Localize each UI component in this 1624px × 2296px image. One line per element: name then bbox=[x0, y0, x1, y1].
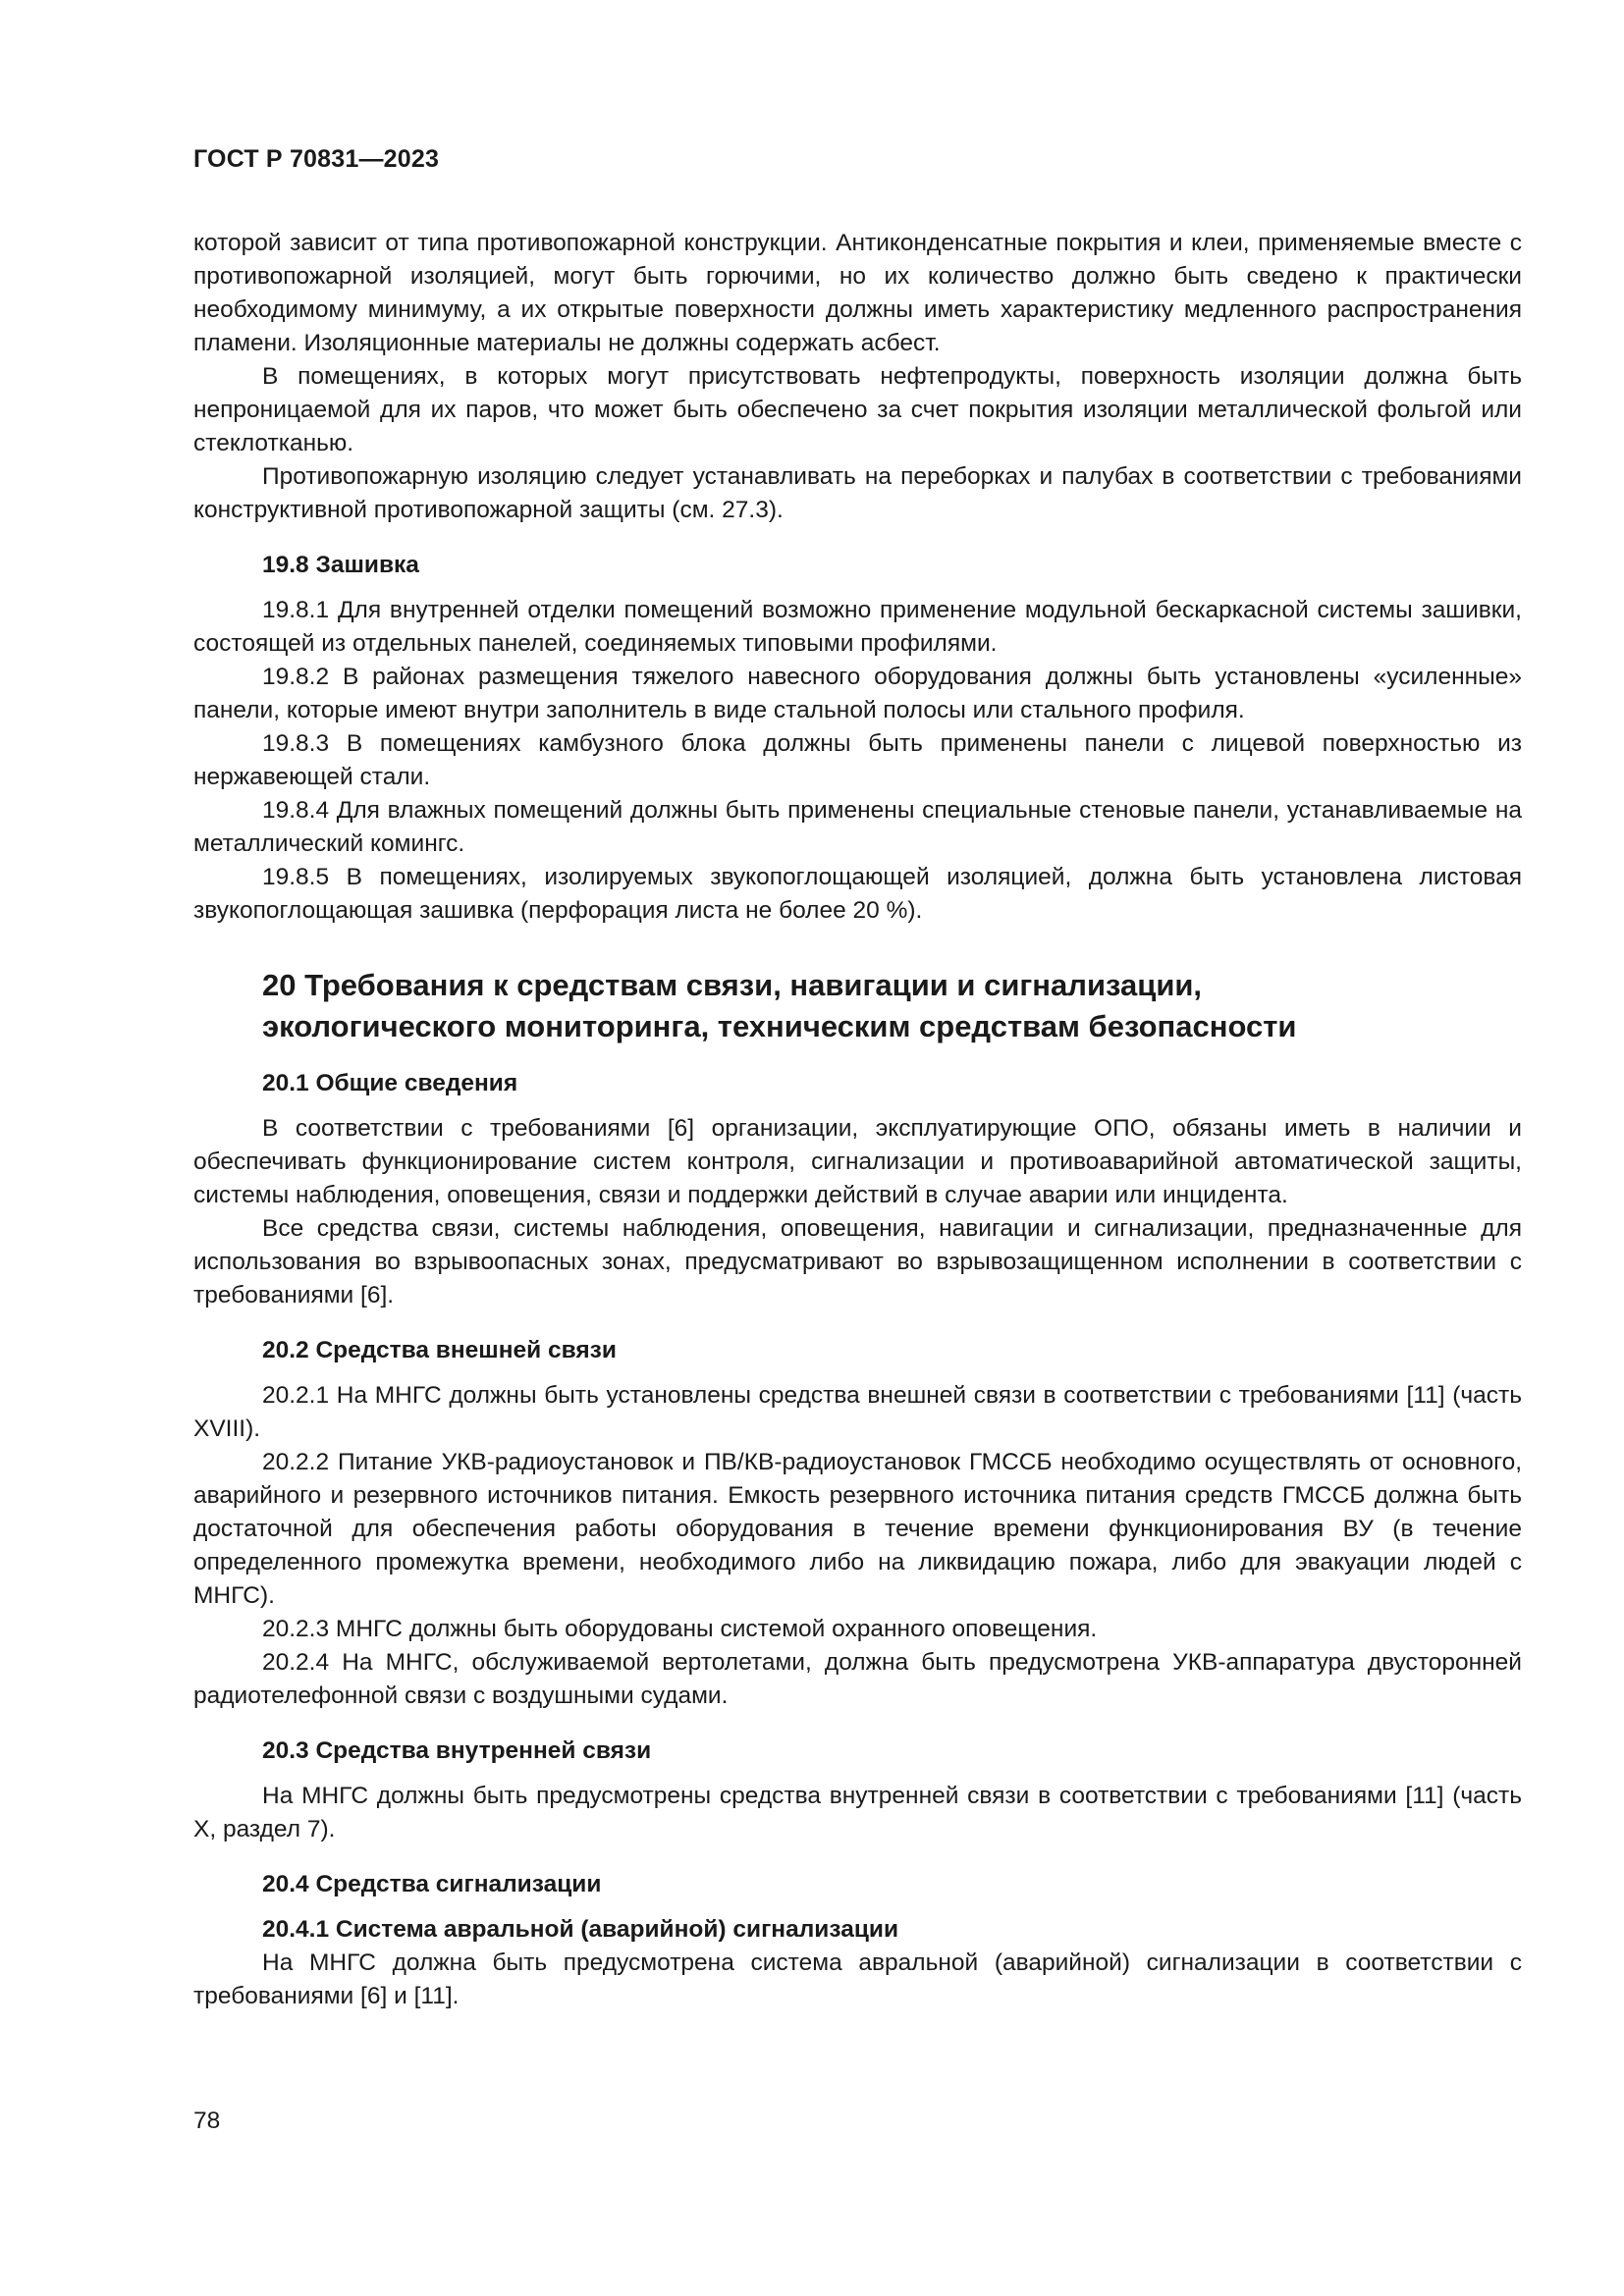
subsection-heading-20-4-1: 20.4.1 Система авральной (аварийной) сигнализации bbox=[262, 1916, 899, 1943]
clause-20-2-3: 20.2.3 МНГС должны быть оборудованы системой охранного оповещения. bbox=[262, 1616, 1098, 1642]
clause-20-2-2: 20.2.2 Питание УКВ-радиоустановок и ПВ/КВ-радиоустановок ГМССБ необходимо осуществлять от основного, аварийного и резервного источников питания. Емкость резервного источника питания средств ГМССБ должна быть достаточной для обеспечения работы оборудования в течение времени функционирования ВУ (в течение определенного промежутка времени, необходимого либо на ликвидацию пожара, либо для эвакуации людей с МНГС). bbox=[193, 1449, 1522, 1609]
paragraph: которой зависит от типа противопожарной конструкции. Антиконденсатные покрытия и клеи, применяемые вместе с противопожарной изоляцией, могут быть горючими, но их количество должно быть сведено к практически необходимому минимуму, а их открытые поверхности должны иметь характеристику медленного распространения пламени. Изоляционные материалы не должны содержать асбест. bbox=[193, 230, 1522, 356]
paragraph: Все средства связи, системы наблюдения, оповещения, навигации и сигнализации, предназначенные для использования во взрывоопасных зонах, предусматривают во взрывозащищенном исполнении в соответствии с требованиями [6]. bbox=[193, 1215, 1522, 1308]
clause-19-8-5: 19.8.5 В помещениях, изолируемых звукопоглощающей изоляцией, должна быть установлена листовая звукопоглощающая зашивка (перфорация листа не более 20 %). bbox=[193, 864, 1522, 924]
subsection-heading-20-4: 20.4 Средства сигнализации bbox=[262, 1871, 602, 1897]
subsection-heading-20-3: 20.3 Средства внутренней связи bbox=[262, 1737, 652, 1764]
section-title-line-1: 20 Требования к средствам связи, навигации и сигнализации, bbox=[262, 968, 1203, 1002]
clause-19-8-1: 19.8.1 Для внутренней отделки помещений возможно применение модульной бескаркасной системы зашивки, состоящей из отдельных панелей, соединяемых типовыми профилями. bbox=[193, 597, 1522, 657]
paragraph: В помещениях, в которых могут присутствовать нефтепродукты, поверхность изоляции должна быть непроницаемой для их паров, что может быть обеспечено за счет покрытия изоляции металлической фольгой или стеклотканью. bbox=[193, 363, 1522, 456]
clause-19-8-4: 19.8.4 Для влажных помещений должны быть применены специальные стеновые панели, устанавливаемые на металлический комингс. bbox=[193, 797, 1522, 857]
subsection-heading-20-1: 20.1 Общие сведения bbox=[262, 1070, 518, 1096]
paragraph: Противопожарную изоляцию следует устанавливать на переборках и палубах в соответствии с требованиями конструктивной противопожарной защиты (см. 27.3). bbox=[193, 463, 1522, 523]
section-heading-20 bbox=[262, 965, 1522, 1047]
paragraph: На МНГС должны быть предусмотрены средства внутренней связи в соответствии с требованиями [11] (часть X, раздел 7). bbox=[193, 1783, 1522, 1842]
clause-19-8-3: 19.8.3 В помещениях камбузного блока должны быть применены панели с лицевой поверхностью из нержавеющей стали. bbox=[193, 730, 1522, 790]
page-number: 78 bbox=[193, 2108, 221, 2134]
subsection-heading-20-2: 20.2 Средства внешней связи bbox=[262, 1337, 617, 1363]
subsection-heading-19-8: 19.8 Зашивка bbox=[262, 552, 419, 578]
document-page bbox=[193, 145, 1522, 2013]
paragraph: На МНГС должна быть предусмотрена система авральной (аварийной) сигнализации в соответствии с требованиями [6] и [11]. bbox=[193, 1949, 1522, 2009]
standard-code-header: ГОСТ Р 70831—2023 bbox=[193, 145, 440, 173]
clause-20-2-4: 20.2.4 На МНГС, обслуживаемой вертолетами, должна быть предусмотрена УКВ-аппаратура двусторонней радиотелефонной связи с воздушными судами. bbox=[193, 1649, 1522, 1709]
paragraph: В соответствии с требованиями [6] организации, эксплуатирующие ОПО, обязаны иметь в наличии и обеспечивать функционирование систем контроля, сигнализации и противоаварийной автоматической защиты, системы наблюдения, оповещения, связи и поддержки действий в случае аварии или инцидента. bbox=[193, 1115, 1522, 1208]
section-title-line-2: экологического мониторинга, техническим средствам безопасности bbox=[262, 1009, 1297, 1043]
clause-20-2-1: 20.2.1 На МНГС должны быть установлены средства внешней связи в соответствии с требованиями [11] (часть XVIII). bbox=[193, 1382, 1522, 1442]
clause-19-8-2: 19.8.2 В районах размещения тяжелого навесного оборудования должны быть установлены «усиленные» панели, которые имеют внутри заполнитель в виде стальной полосы или стального профиля. bbox=[193, 664, 1522, 723]
